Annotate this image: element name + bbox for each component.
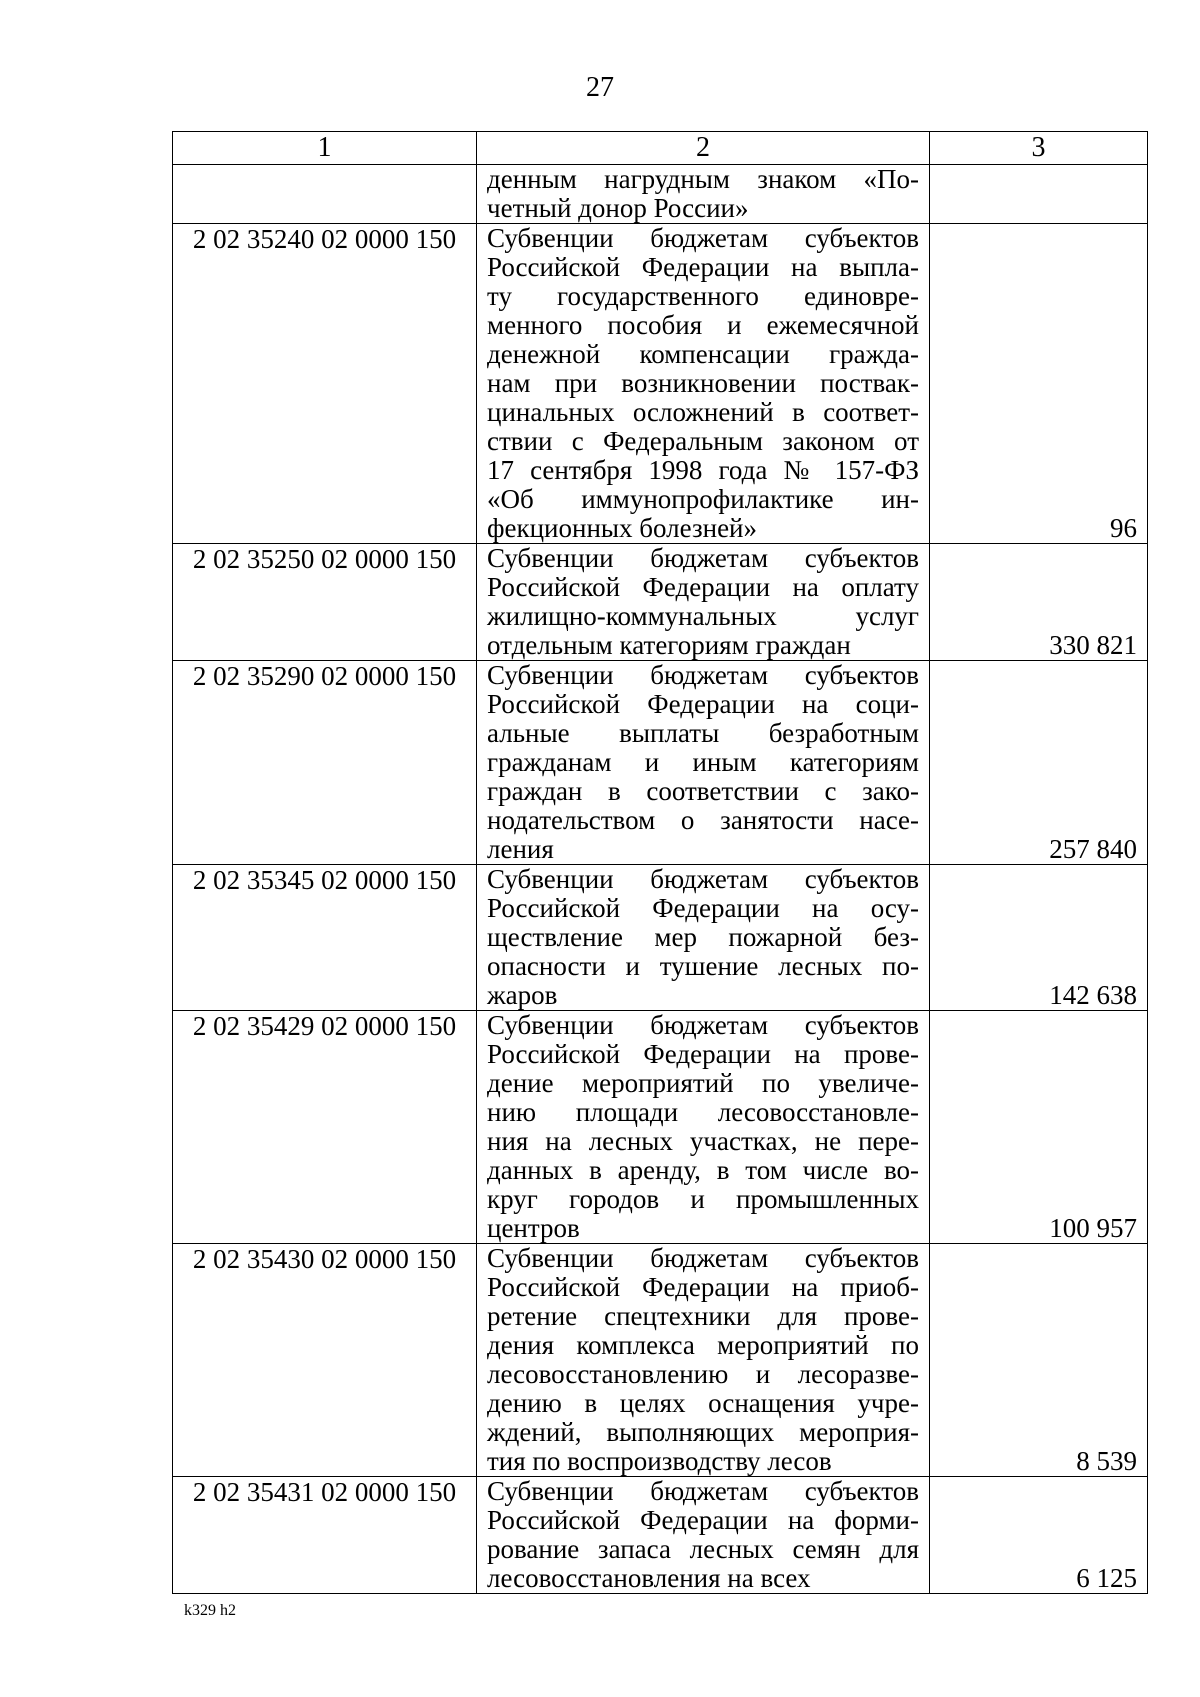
table-row [173, 224, 1148, 544]
footer-code: k329 h2 [184, 1602, 236, 1619]
description-line: ту государственного единовре- [487, 281, 919, 311]
description-line: «Об иммунопрофилактике ин- [487, 484, 919, 514]
budget-code: 2 02 35345 02 0000 150 [192, 865, 457, 895]
description-line: Российской Федерации на осу- [487, 893, 919, 923]
table-header-row [173, 132, 1148, 165]
description-line: Российской Федерации на выпла- [487, 252, 919, 282]
description-line: фекционных болезней» [487, 513, 757, 543]
budget-code-cell [173, 661, 477, 865]
description-line: круг городов и промышленных [487, 1184, 919, 1214]
description-line: ления [487, 834, 554, 864]
column-header-3: 3 [930, 132, 1148, 165]
description-line: Субвенции бюджетам субъектов [487, 1010, 919, 1040]
amount-value: 330 821 [1049, 630, 1137, 660]
description-line: цинальных осложнений в соответ- [487, 397, 919, 427]
description-line: ществление мер пожарной без- [487, 922, 919, 952]
description-line: дения комплекса мероприятий по [487, 1330, 919, 1360]
budget-code-cell [173, 165, 477, 224]
column-header-1: 1 [173, 132, 477, 165]
table-row [173, 661, 1148, 865]
description-line: Российской Федерации на прове- [487, 1039, 919, 1069]
amount-cell [930, 661, 1148, 865]
description-line: Российской Федерации на оплату [487, 572, 919, 602]
description-line: денным нагрудным знаком «По- [487, 164, 919, 194]
budget-code [173, 165, 476, 166]
description-line: жилищно-коммунальных услуг [487, 601, 919, 631]
budget-table [172, 131, 1148, 1594]
table-row [173, 1011, 1148, 1244]
table-row [173, 865, 1148, 1011]
description-cell [477, 165, 930, 224]
budget-code: 2 02 35250 02 0000 150 [192, 544, 457, 574]
description-line: дение мероприятий по увеличе- [487, 1068, 919, 1098]
description-line: четный донор России» [487, 193, 749, 223]
table-row [173, 1244, 1148, 1477]
column-header-2: 2 [477, 132, 930, 165]
description-line: Субвенции бюджетам субъектов [487, 223, 919, 253]
amount-cell [930, 1477, 1148, 1594]
description-cell [477, 1011, 930, 1244]
description-line: ждений, выполняющих мероприя- [487, 1417, 919, 1447]
description-line: Субвенции бюджетам субъектов [487, 660, 919, 690]
description-line: нодательством о занятости насе- [487, 805, 919, 835]
budget-code-cell [173, 865, 477, 1011]
amount-cell [930, 1011, 1148, 1244]
amount-cell [930, 224, 1148, 544]
description-line: 17 сентября 1998 года № 157-ФЗ [487, 455, 919, 485]
description-line: гражданам и иным категориям [487, 747, 919, 777]
description-line: Субвенции бюджетам субъектов [487, 1243, 919, 1273]
description-line: Российской Федерации на соци- [487, 689, 919, 719]
description-line: Субвенции бюджетам субъектов [487, 864, 919, 894]
description-line: опасности и тушение лесных по- [487, 951, 919, 981]
description-cell [477, 865, 930, 1011]
description-line: тия по воспроизводству лесов [487, 1446, 832, 1476]
description-line: отдельным категориям граждан [487, 630, 851, 660]
budget-code: 2 02 35431 02 0000 150 [192, 1477, 457, 1507]
description-cell [477, 1477, 930, 1594]
table-row [173, 1477, 1148, 1594]
amount-value: 96 [1110, 513, 1137, 543]
description-line: Субвенции бюджетам субъектов [487, 1476, 919, 1506]
budget-code-cell [173, 1244, 477, 1477]
budget-code-cell [173, 1477, 477, 1594]
budget-code: 2 02 35430 02 0000 150 [192, 1244, 457, 1274]
description-line: нам при возникновении поствак- [487, 368, 919, 398]
amount-value: 8 539 [1076, 1446, 1137, 1476]
description-line: дению в целях оснащения учре- [487, 1388, 919, 1418]
description-line: данных в аренду, в том числе во- [487, 1155, 919, 1185]
description-line: жаров [487, 980, 558, 1010]
description-cell [477, 544, 930, 661]
budget-code-cell [173, 544, 477, 661]
description-line: менного пособия и ежемесячной [487, 310, 919, 340]
description-cell [477, 1244, 930, 1477]
amount-cell [930, 865, 1148, 1011]
description-line: ретение спецтехники для прове- [487, 1301, 919, 1331]
description-line: ствии с Федеральным законом от [487, 426, 919, 456]
description-line: денежной компенсации гражда- [487, 339, 919, 369]
description-line: центров [487, 1213, 580, 1243]
description-line: рование запаса лесных семян для [487, 1534, 919, 1564]
description-line: лесовосстановлению и лесоразве- [487, 1359, 919, 1389]
amount-value: 100 957 [1049, 1213, 1137, 1243]
table-row [173, 165, 1148, 224]
description-line: нию площади лесовосстановле- [487, 1097, 919, 1127]
amount-cell [930, 1244, 1148, 1477]
budget-code: 2 02 35429 02 0000 150 [192, 1011, 457, 1041]
description-line: граждан в соответствии с зако- [487, 776, 919, 806]
budget-code-cell [173, 224, 477, 544]
amount-value: 257 840 [1049, 834, 1137, 864]
description-cell [477, 224, 930, 544]
description-line: Российской Федерации на форми- [487, 1505, 919, 1535]
amount-value: 6 125 [1076, 1563, 1137, 1593]
description-line: ния на лесных участках, не пере- [487, 1126, 919, 1156]
description-line: альные выплаты безработным [487, 718, 919, 748]
amount-cell [930, 544, 1148, 661]
description-line: Субвенции бюджетам субъектов [487, 543, 919, 573]
amount-value: 142 638 [1049, 980, 1137, 1010]
description-cell [477, 661, 930, 865]
budget-code-cell [173, 1011, 477, 1244]
budget-code: 2 02 35240 02 0000 150 [192, 224, 457, 254]
table-row [173, 544, 1148, 661]
budget-code: 2 02 35290 02 0000 150 [192, 661, 457, 691]
amount-cell [930, 165, 1148, 224]
description-line: лесовосстановления на всех [487, 1563, 811, 1593]
description-line: Российской Федерации на приоб- [487, 1272, 919, 1302]
page-number: 27 [586, 72, 614, 103]
